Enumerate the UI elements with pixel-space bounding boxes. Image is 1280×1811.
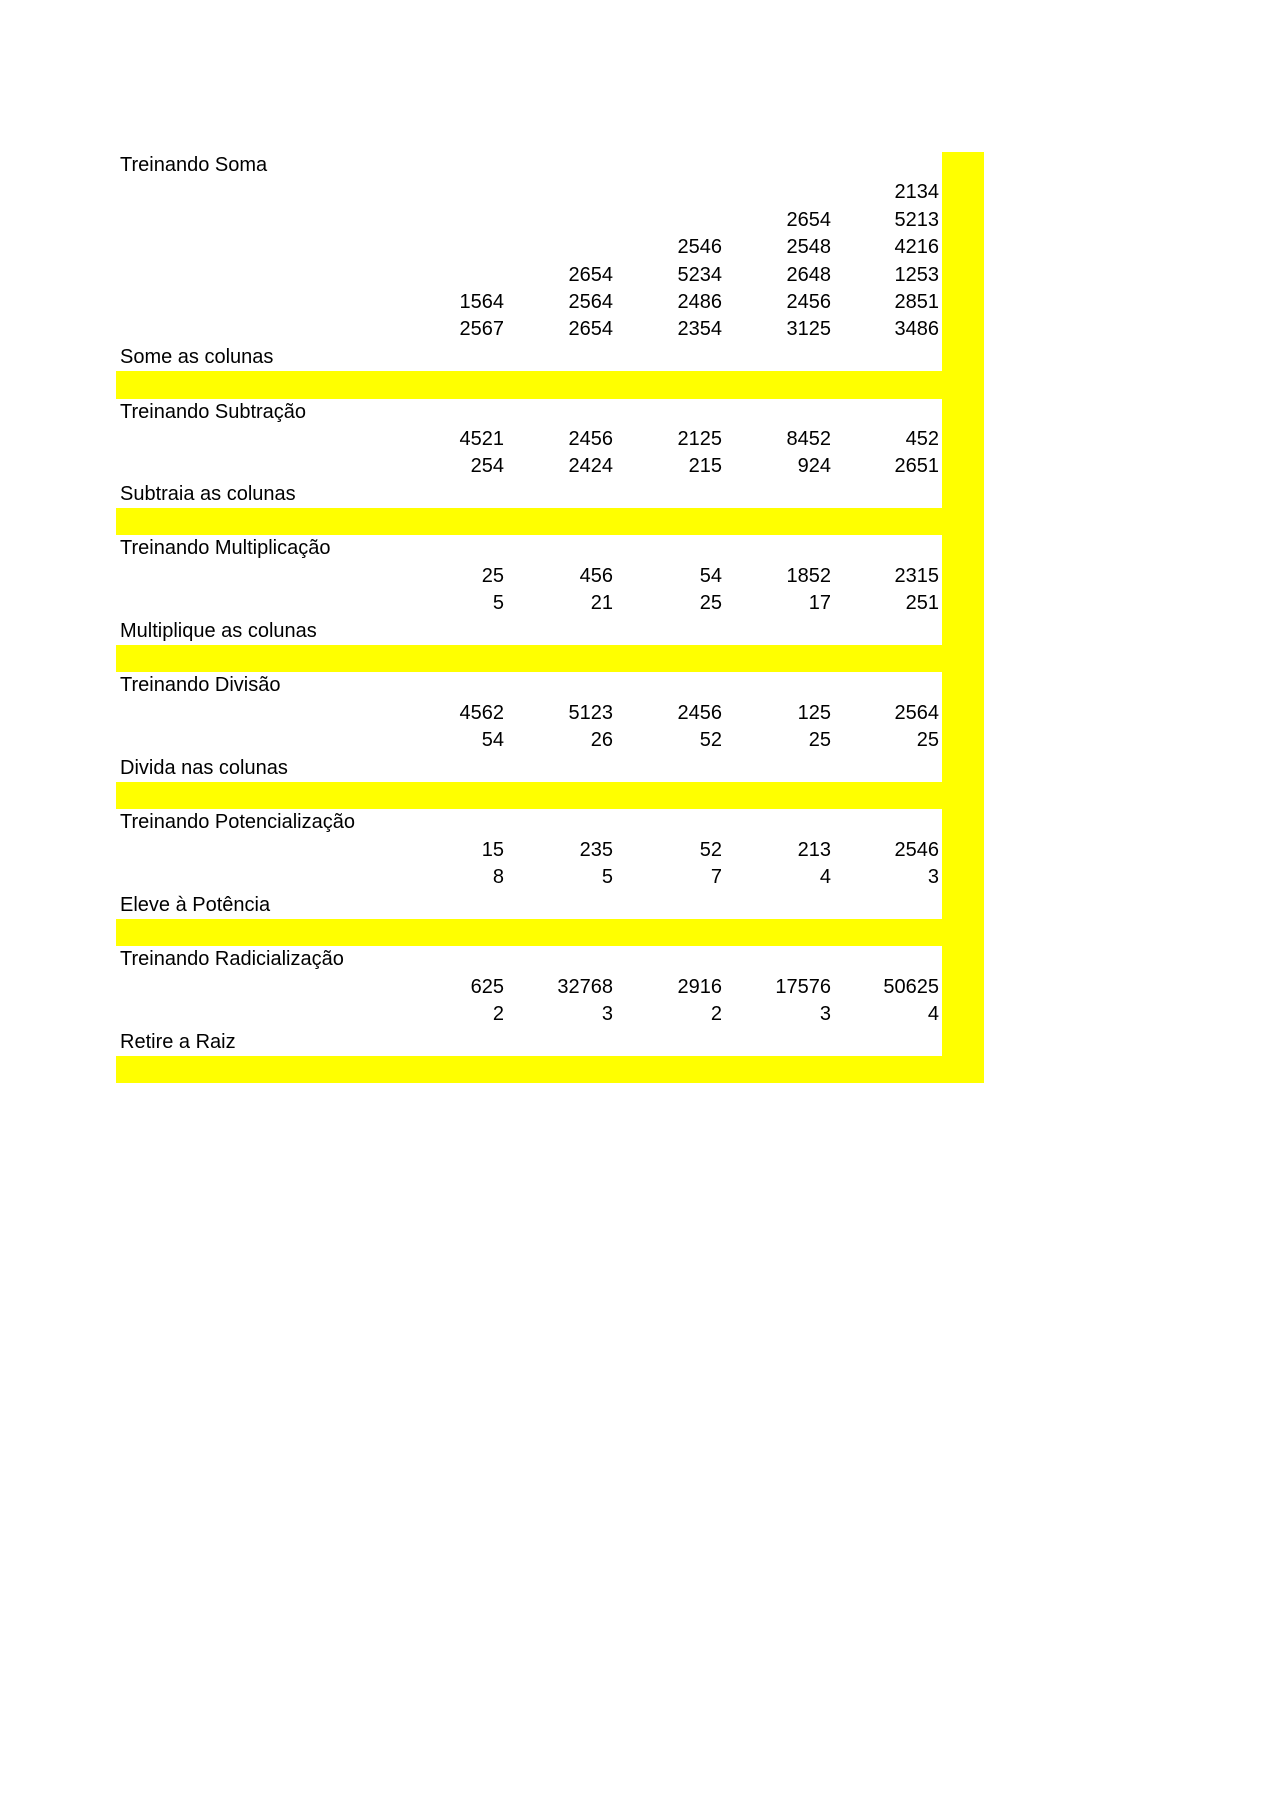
number-cell: 5: [601, 866, 613, 889]
highlight-column-strip: [942, 399, 984, 426]
highlight-column-strip: [942, 262, 984, 289]
instruction-row: [116, 618, 984, 645]
number-cell: 2134: [894, 181, 939, 204]
number-cell: 2125: [677, 427, 722, 450]
highlight-column-strip: [942, 864, 984, 891]
number-cell: 52: [699, 729, 722, 752]
number-cell: 452: [905, 427, 939, 450]
section-title-row: [116, 672, 984, 699]
section-title-row: [116, 399, 984, 426]
number-cell: 2456: [786, 290, 831, 313]
number-row: [116, 727, 984, 754]
highlight-column-strip: [942, 344, 984, 371]
number-cell: 3486: [894, 318, 939, 341]
number-cell: 2651: [894, 455, 939, 478]
number-row: [116, 289, 984, 316]
number-row: [116, 426, 984, 453]
number-cell: [404, 207, 504, 234]
section-title: Treinando Subtração: [120, 400, 307, 423]
section-title: Treinando Divisão: [120, 674, 281, 697]
instruction-row: [116, 1029, 984, 1056]
highlight-column-strip: [942, 563, 984, 590]
section-title: Treinando Potencialização: [120, 811, 355, 834]
number-cell: 2354: [677, 318, 722, 341]
number-cell: 2564: [894, 701, 939, 724]
number-cell: 1253: [894, 263, 939, 286]
number-cell: 251: [905, 592, 939, 615]
number-row: [116, 974, 984, 1001]
number-cell: 125: [797, 701, 831, 724]
number-row: [116, 1001, 984, 1028]
number-cell: 2456: [677, 701, 722, 724]
highlight-column-strip: [942, 727, 984, 754]
number-cell: 4521: [459, 427, 504, 450]
number-cell: 5123: [568, 701, 613, 724]
number-cell: 1564: [459, 290, 504, 313]
highlight-separator-bar: [116, 919, 984, 946]
separator-row: [116, 919, 984, 946]
highlight-column-strip: [942, 426, 984, 453]
highlight-column-strip: [942, 316, 984, 343]
separator-row: [116, 371, 984, 398]
number-cell: 235: [579, 838, 613, 861]
number-cell: 8: [492, 866, 504, 889]
worksheet: [116, 152, 984, 1083]
number-cell: [404, 234, 504, 261]
number-cell: 2546: [677, 236, 722, 259]
number-cell: 17: [808, 592, 831, 615]
section-instruction: Eleve à Potência: [120, 893, 271, 916]
number-cell: 32768: [557, 975, 613, 998]
highlight-column-strip: [942, 234, 984, 261]
number-cell: 2564: [568, 290, 613, 313]
number-cell: 25: [481, 564, 504, 587]
section-instruction: Subtraia as colunas: [120, 482, 296, 505]
number-row: [116, 864, 984, 891]
instruction-row: [116, 892, 984, 919]
section-title-row: [116, 535, 984, 562]
highlight-separator-bar: [116, 1056, 984, 1083]
highlight-column-strip: [942, 590, 984, 617]
number-cell: 2546: [894, 838, 939, 861]
section-title-row: [116, 946, 984, 973]
number-row: [116, 700, 984, 727]
instruction-row: [116, 481, 984, 508]
number-row: [116, 316, 984, 343]
number-cell: [622, 179, 722, 206]
number-row: [116, 262, 984, 289]
number-cell: [404, 262, 504, 289]
number-cell: [513, 207, 613, 234]
number-cell: [404, 179, 504, 206]
number-cell: [513, 234, 613, 261]
number-row: [116, 563, 984, 590]
number-cell: 2424: [568, 455, 613, 478]
highlight-column-strip: [942, 700, 984, 727]
number-cell: 2654: [568, 318, 613, 341]
number-cell: 54: [481, 729, 504, 752]
section-instruction: Some as colunas: [120, 345, 274, 368]
instruction-row: [116, 755, 984, 782]
number-cell: 2: [492, 1003, 504, 1026]
highlight-column-strip: [942, 152, 984, 179]
number-cell: 254: [470, 455, 504, 478]
highlight-column-strip: [942, 535, 984, 562]
number-cell: 4562: [459, 701, 504, 724]
number-cell: 4: [927, 1003, 939, 1026]
number-cell: 26: [590, 729, 613, 752]
highlight-column-strip: [942, 453, 984, 480]
section-title: Treinando Soma: [120, 154, 268, 176]
number-cell: 17576: [775, 975, 831, 998]
number-cell: 2: [710, 1003, 722, 1026]
number-row: [116, 234, 984, 261]
number-cell: 924: [797, 455, 831, 478]
number-cell: 5: [492, 592, 504, 615]
number-cell: 25: [699, 592, 722, 615]
number-cell: 1852: [786, 564, 831, 587]
number-cell: [513, 179, 613, 206]
highlight-column-strip: [942, 618, 984, 645]
section-title: Treinando Multiplicação: [120, 537, 331, 560]
number-cell: 2486: [677, 290, 722, 313]
number-cell: 4216: [894, 236, 939, 259]
number-cell: 25: [808, 729, 831, 752]
highlight-column-strip: [942, 892, 984, 919]
number-row: [116, 590, 984, 617]
number-cell: [622, 207, 722, 234]
number-cell: 2916: [677, 975, 722, 998]
number-cell: 2654: [786, 208, 831, 231]
highlight-column-strip: [942, 974, 984, 1001]
highlight-separator-bar: [116, 645, 984, 672]
number-cell: 2548: [786, 236, 831, 259]
number-cell: 3125: [786, 318, 831, 341]
separator-row: [116, 782, 984, 809]
number-cell: 8452: [786, 427, 831, 450]
section-instruction: Multiplique as colunas: [120, 619, 317, 642]
number-cell: 3: [601, 1003, 613, 1026]
highlight-column-strip: [942, 672, 984, 699]
number-cell: 54: [699, 564, 722, 587]
number-cell: 2315: [894, 564, 939, 587]
number-cell: 2851: [894, 290, 939, 313]
section-title: Treinando Radicialização: [120, 948, 344, 971]
highlight-column-strip: [942, 179, 984, 206]
number-cell: 7: [710, 866, 722, 889]
separator-row: [116, 645, 984, 672]
number-cell: 5234: [677, 263, 722, 286]
section-title-row: [116, 809, 984, 836]
highlight-column-strip: [942, 946, 984, 973]
number-cell: 625: [470, 975, 504, 998]
number-cell: 2567: [459, 318, 504, 341]
number-cell: 2648: [786, 263, 831, 286]
highlight-column-strip: [942, 755, 984, 782]
section-instruction: Divida nas colunas: [120, 756, 288, 779]
number-cell: 21: [590, 592, 613, 615]
number-row: [116, 837, 984, 864]
number-cell: 25: [916, 729, 939, 752]
number-cell: 215: [688, 455, 722, 478]
number-cell: 456: [579, 564, 613, 587]
number-row: [116, 453, 984, 480]
section-title-row: [116, 152, 984, 179]
highlight-column-strip: [942, 809, 984, 836]
section-instruction: Retire a Raiz: [120, 1030, 236, 1053]
number-cell: [731, 179, 831, 206]
highlight-separator-bar: [116, 508, 984, 535]
number-cell: 2654: [568, 263, 613, 286]
highlight-separator-bar: [116, 782, 984, 809]
highlight-column-strip: [942, 289, 984, 316]
number-cell: 3: [819, 1003, 831, 1026]
highlight-column-strip: [942, 207, 984, 234]
highlight-column-strip: [942, 1029, 984, 1056]
highlight-column-strip: [942, 481, 984, 508]
separator-row: [116, 1056, 984, 1083]
number-cell: 213: [797, 838, 831, 861]
number-cell: 4: [819, 866, 831, 889]
number-cell: 15: [481, 838, 504, 861]
highlight-separator-bar: [116, 371, 984, 398]
number-cell: 50625: [883, 975, 939, 998]
cell-area: [116, 1029, 942, 1056]
instruction-row: [116, 344, 984, 371]
highlight-column-strip: [942, 837, 984, 864]
separator-row: [116, 508, 984, 535]
number-row: [116, 207, 984, 234]
number-cell: 2456: [568, 427, 613, 450]
highlight-column-strip: [942, 1001, 984, 1028]
number-cell: 52: [699, 838, 722, 861]
number-cell: 3: [927, 866, 939, 889]
number-cell: 5213: [894, 208, 939, 231]
number-row: [116, 179, 984, 206]
